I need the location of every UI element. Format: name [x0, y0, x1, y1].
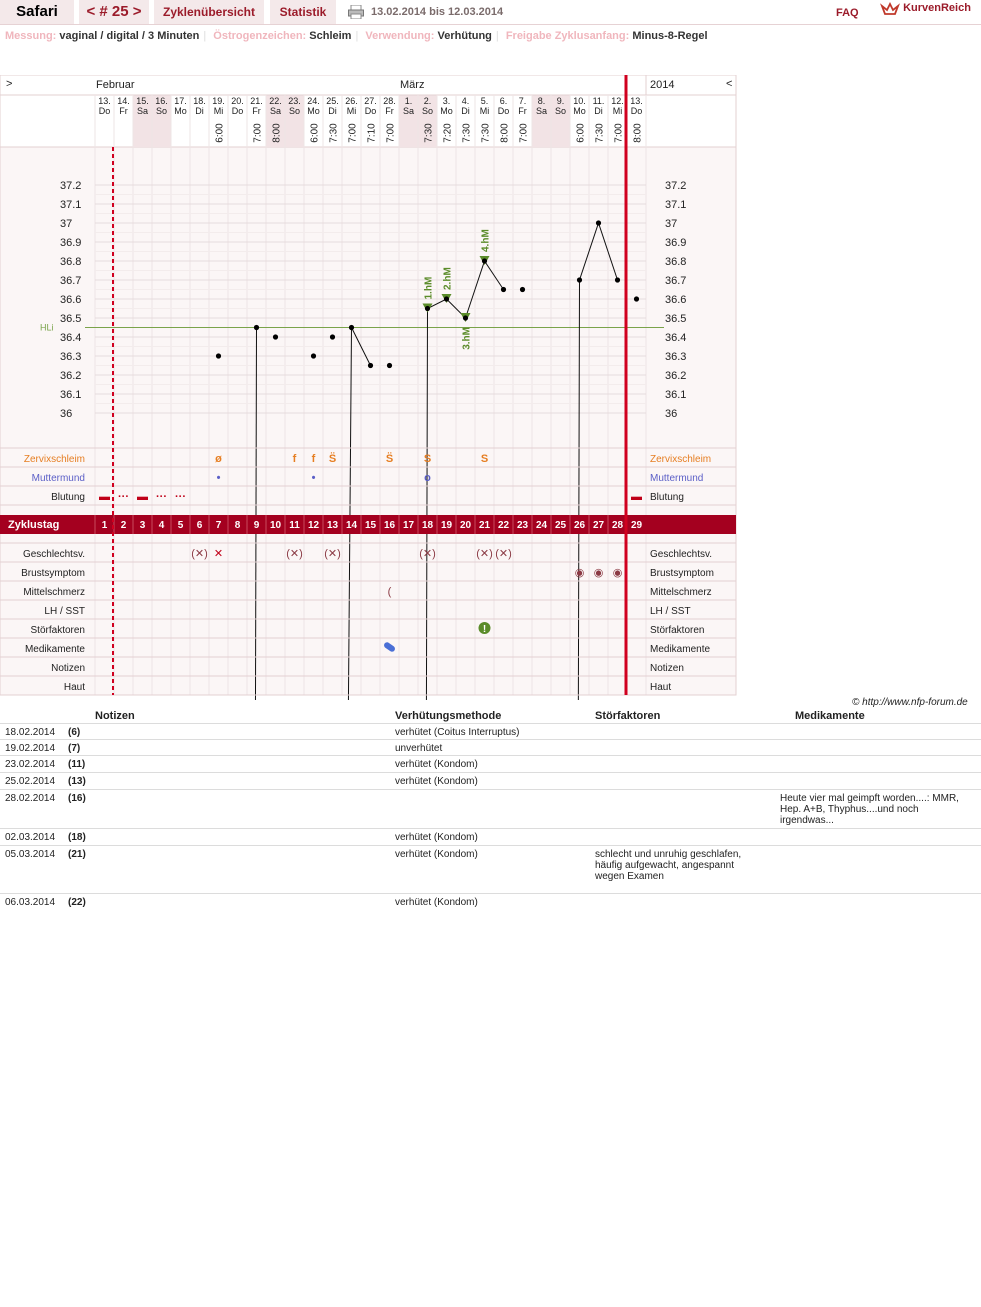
day-weekday: Di — [195, 106, 204, 116]
symptom-mark: S̈ — [385, 453, 394, 465]
y-tick-label: 36.6 — [60, 294, 82, 306]
day-weekday: Mi — [346, 106, 357, 116]
y-tick-label-right: 36.5 — [665, 313, 687, 325]
table-row — [0, 772, 981, 787]
symptom-mark: f — [311, 453, 316, 465]
row-label: Geschlechtsv. — [22, 549, 85, 560]
temperature-point — [349, 325, 354, 330]
note-method: verhütet (Kondom) — [395, 897, 478, 908]
measure-time: 7:30 — [594, 123, 606, 143]
measure-time: 7:00 — [518, 123, 530, 143]
temperature-point — [596, 220, 601, 225]
row-label: Blutung — [51, 492, 85, 503]
table-row — [0, 755, 981, 770]
cycle-day-number: 13 — [326, 520, 339, 531]
symptom-mark: ◉ — [612, 567, 623, 579]
cycle-day-number: 20 — [459, 520, 472, 531]
y-tick-label-right: 36.3 — [665, 351, 687, 363]
day-weekday: Mi — [612, 106, 623, 116]
row-label-right: Muttermund — [650, 473, 704, 484]
row-label-right: Blutung — [650, 492, 684, 503]
temperature-point — [444, 296, 449, 301]
measure-time: 7:30 — [461, 123, 473, 143]
symptom-mark: o — [424, 472, 431, 484]
y-tick-label-right: 36.6 — [665, 294, 687, 306]
logo-text: KurvenReich — [903, 2, 971, 14]
disturb-header: Störfaktoren — [595, 710, 661, 722]
day-weekday: Fr — [518, 106, 527, 116]
symptom-mark: (✕) — [324, 548, 341, 560]
row-label-right: Störfaktoren — [650, 625, 705, 636]
cycle-day-number: 10 — [269, 520, 282, 531]
browser-tab[interactable]: Safari — [0, 0, 74, 24]
row-label-right: Zervixschleim — [650, 454, 712, 465]
y-tick-label: 37.2 — [60, 180, 82, 192]
day-weekday: Mo — [440, 106, 453, 116]
day-weekday: Mi — [213, 106, 224, 116]
cycle-day-number: 7 — [215, 520, 222, 531]
day-date: 16. — [155, 96, 168, 106]
day-date: 21. — [250, 96, 263, 106]
measure-time: 7:00 — [347, 123, 359, 143]
y-tick-label-right: 36.7 — [665, 275, 687, 287]
day-date: 10. — [573, 96, 586, 106]
day-weekday: Do — [231, 106, 244, 116]
note-cd: (13) — [68, 776, 86, 787]
month-label: Februar — [96, 79, 135, 91]
row-label: Notizen — [51, 663, 85, 674]
day-weekday: So — [288, 106, 301, 116]
copyright: © http://www.nfp-forum.de — [852, 697, 968, 708]
day-date: 27. — [364, 96, 377, 106]
high-marker-label: 2.hM — [442, 267, 454, 290]
meta-label: Östrogenzeichen: — [213, 30, 307, 42]
coverline-label: HLi — [40, 322, 54, 333]
note-disturb: schlecht und unruhig geschlafen, häufig aufgewacht, angespannt wegen Examen — [595, 849, 742, 882]
table-row — [0, 723, 981, 738]
symptom-mark: (✕) — [495, 548, 512, 560]
note-date: 05.03.2014 — [5, 849, 56, 860]
note-date: 18.02.2014 — [5, 727, 56, 738]
note-cd: (21) — [68, 849, 86, 860]
day-date: 4. — [461, 96, 470, 106]
day-weekday: Fr — [252, 106, 261, 116]
temperature-point — [273, 334, 278, 339]
day-date: 24. — [307, 96, 320, 106]
day-date: 11. — [592, 96, 605, 106]
symptom-mark: ◉ — [574, 567, 585, 579]
day-weekday: Di — [328, 106, 337, 116]
row-label-right: Notizen — [650, 663, 684, 674]
day-date: 7. — [518, 96, 527, 106]
symptom-mark: ··· — [118, 491, 129, 503]
cycle-day-number: 28 — [611, 520, 624, 531]
note-date: 06.03.2014 — [5, 897, 56, 908]
day-date: 2. — [423, 96, 432, 106]
y-tick-label: 36.3 — [60, 351, 82, 363]
row-label: Mittelschmerz — [23, 587, 85, 598]
day-weekday: So — [421, 106, 434, 116]
cycle-day-number: 8 — [234, 520, 241, 531]
temperature-point — [577, 277, 582, 282]
row-label: Muttermund — [31, 473, 85, 484]
cycle-day-number: 4 — [158, 520, 165, 531]
symptom-mark: ! — [482, 624, 487, 635]
day-weekday: Di — [594, 106, 603, 116]
note-method: unverhütet — [395, 743, 443, 754]
y-tick-label: 36.8 — [60, 256, 82, 268]
day-date: 12. — [611, 96, 624, 106]
day-weekday: Do — [98, 106, 111, 116]
temperature-point — [311, 353, 316, 358]
note-cd: (22) — [68, 897, 86, 908]
table-row — [0, 845, 981, 882]
note-date: 25.02.2014 — [5, 776, 56, 787]
crown-icon — [880, 2, 900, 18]
cycle-day-number: 24 — [535, 520, 548, 531]
note-date: 28.02.2014 — [5, 793, 56, 804]
temperature-point — [387, 363, 392, 368]
y-tick-label-right: 36.4 — [665, 332, 687, 344]
measure-time: 6:00 — [309, 123, 321, 143]
day-date: 22. — [269, 96, 282, 106]
logo[interactable] — [880, 2, 971, 20]
day-date: 14. — [117, 96, 130, 106]
day-date: 13. — [630, 96, 643, 106]
cycle-day-number: 16 — [383, 520, 396, 531]
symptom-mark: (✕) — [419, 548, 436, 560]
day-date: 25. — [326, 96, 339, 106]
method-header: Verhütungsmethode — [395, 710, 502, 722]
symptom-mark: S — [423, 453, 432, 465]
cycle-day-number: 27 — [592, 520, 605, 531]
day-weekday: Sa — [136, 106, 149, 116]
prev-arrow: > — [6, 78, 13, 90]
day-date: 8. — [537, 96, 546, 106]
measurement-meta: Messung: vaginal / digital / 3 Minuten | Östrogenzeichen: Schleim | Verwendung: Verhütung | Freigabe Zyklusanfang: Minus-8-Regel — [5, 30, 708, 42]
y-tick-label-right: 37 — [665, 218, 678, 230]
cycle-day-number: 25 — [554, 520, 567, 531]
measure-time: 6:00 — [575, 123, 587, 143]
day-date: 6. — [499, 96, 508, 106]
day-date: 1. — [404, 96, 413, 106]
row-label-right: Brustsymptom — [650, 568, 714, 579]
temperature-chart — [0, 75, 981, 700]
symptom-mark: ( — [387, 586, 392, 598]
meta-label: Verwendung: — [365, 30, 435, 42]
cycle-day-label: Zyklustag — [8, 519, 60, 531]
day-weekday: Di — [461, 106, 470, 116]
y-tick-label: 36.9 — [60, 237, 82, 249]
day-weekday: Do — [497, 106, 510, 116]
measure-time: 8:00 — [271, 123, 283, 143]
row-label: Brustsymptom — [21, 568, 85, 579]
y-tick-label-right: 36.9 — [665, 237, 687, 249]
day-date: 23. — [288, 96, 301, 106]
day-weekday: Sa — [535, 106, 548, 116]
symptom-mark: ▬ — [99, 491, 110, 503]
day-weekday: Fr — [385, 106, 394, 116]
table-row — [0, 828, 981, 843]
day-weekday: So — [155, 106, 168, 116]
y-tick-label: 36.1 — [60, 389, 82, 401]
cycle-day-number: 11 — [289, 520, 300, 531]
row-label: Medikamente — [24, 644, 85, 655]
printer-icon[interactable] — [348, 5, 364, 19]
measure-time: 7:20 — [442, 123, 454, 143]
row-label-right: Mittelschmerz — [650, 587, 712, 598]
cycle-day-number: 2 — [120, 520, 127, 531]
cycle-day-number: 26 — [573, 520, 586, 531]
day-weekday: Sa — [269, 106, 282, 116]
note-med: Heute vier mal geimpft worden....: MMR, Hep. A+B, Thyphus....und noch irgendwas... — [780, 793, 959, 826]
measure-time: 7:30 — [480, 123, 492, 143]
symptom-mark: S — [480, 453, 489, 465]
row-label: Zervixschleim — [23, 454, 85, 465]
day-date: 17. — [174, 96, 187, 106]
day-date: 26. — [345, 96, 358, 106]
faq-link[interactable]: FAQ — [836, 7, 859, 19]
cycle-day-number: 29 — [630, 520, 643, 531]
note-method: verhütet (Kondom) — [395, 759, 478, 770]
symptom-mark: ◉ — [593, 567, 604, 579]
y-tick-label: 36 — [60, 408, 73, 420]
y-tick-label: 36.4 — [60, 332, 82, 344]
note-cd: (18) — [68, 832, 86, 843]
note-method: verhütet (Kondom) — [395, 776, 478, 787]
note-date: 23.02.2014 — [5, 759, 56, 770]
temperature-point — [634, 296, 639, 301]
row-label: Störfaktoren — [30, 625, 85, 636]
statistics-tab[interactable]: Statistik — [270, 0, 336, 24]
cycle-day-number: 22 — [497, 520, 510, 531]
day-date: 9. — [556, 96, 565, 106]
measure-time: 8:00 — [499, 123, 511, 143]
note-method: verhütet (Kondom) — [395, 849, 478, 860]
note-cd: (7) — [68, 743, 81, 754]
row-label-right: Geschlechtsv. — [650, 549, 713, 560]
temperature-point — [520, 287, 525, 292]
day-weekday: Mo — [174, 106, 187, 116]
day-date: 28. — [383, 96, 396, 106]
meta-value: Verhütung — [437, 30, 492, 42]
cycle-day-number: 23 — [516, 520, 529, 531]
day-weekday: Do — [630, 106, 643, 116]
measure-time: 6:00 — [214, 123, 226, 143]
note-cd: (11) — [68, 759, 86, 770]
cycle-day-number: 19 — [440, 520, 453, 531]
table-row — [0, 739, 981, 754]
temperature-point — [615, 277, 620, 282]
day-date: 13. — [98, 96, 111, 106]
cycle-day-number: 5 — [177, 520, 184, 531]
day-weekday: So — [554, 106, 567, 116]
y-tick-label-right: 36.1 — [665, 389, 687, 401]
cycle-day-number: 15 — [364, 520, 377, 531]
meta-value: Schleim — [309, 30, 352, 42]
note-date: 02.03.2014 — [5, 832, 56, 843]
y-tick-label: 36.7 — [60, 275, 82, 287]
y-tick-label-right: 36.2 — [665, 370, 687, 382]
notes-header: Notizen — [95, 710, 135, 722]
day-weekday: Mi — [479, 106, 490, 116]
y-tick-label: 36.2 — [60, 370, 82, 382]
cycle-day-number: 9 — [253, 520, 260, 531]
day-weekday: Mo — [573, 106, 586, 116]
y-tick-label-right: 37.2 — [665, 180, 687, 192]
symptom-mark: (✕) — [476, 548, 493, 560]
symptom-mark: ø — [215, 453, 222, 465]
day-date: 3. — [442, 96, 451, 106]
day-date: 20. — [231, 96, 244, 106]
cycle-day-number: 12 — [307, 520, 320, 531]
cycle-day-number: 21 — [478, 520, 491, 531]
day-date: 5. — [480, 96, 489, 106]
day-weekday: Do — [364, 106, 377, 116]
temperature-point — [463, 315, 468, 320]
date-range: 13.02.2014 bis 12.03.2014 — [371, 6, 504, 18]
high-marker-label: 3.hM — [461, 327, 473, 350]
temperature-point — [216, 353, 221, 358]
measure-time: 7:00 — [385, 123, 397, 143]
row-label-right: LH / SST — [650, 606, 691, 617]
cycle-day-number: 6 — [196, 520, 203, 531]
meta-value: Minus-8-Regel — [632, 30, 708, 42]
y-tick-label-right: 36 — [665, 408, 678, 420]
symptom-mark: (✕) — [191, 548, 208, 560]
temperature-point — [425, 306, 430, 311]
temperature-point — [368, 363, 373, 368]
cycle-day-number: 1 — [101, 520, 108, 531]
medication-header: Medikamente — [795, 710, 865, 722]
next-arrow: < — [726, 78, 733, 90]
temperature-point — [482, 258, 487, 263]
note-cd: (16) — [68, 793, 86, 804]
row-label-right: Haut — [650, 682, 672, 693]
symptom-mark: ··· — [156, 491, 167, 503]
symptom-mark: f — [292, 453, 297, 465]
row-label-right: Medikamente — [650, 644, 711, 655]
symptom-mark: S̈ — [328, 453, 337, 465]
day-date: 19. — [212, 96, 225, 106]
day-weekday: Fr — [119, 106, 128, 116]
note-cd: (6) — [68, 727, 81, 738]
cycle-day-number: 3 — [139, 520, 146, 531]
symptom-mark: ▬ — [631, 491, 642, 503]
y-tick-label: 37 — [60, 218, 73, 230]
cycle-day-number: 18 — [421, 520, 434, 531]
cycle-day-number: 14 — [345, 520, 358, 531]
symptom-mark: (✕) — [286, 548, 303, 560]
high-marker-label: 4.hM — [480, 229, 492, 252]
note-method: verhütet (Coitus Interruptus) — [395, 727, 520, 738]
measure-time: 7:00 — [613, 123, 625, 143]
y-tick-label: 36.5 — [60, 313, 82, 325]
day-weekday: Mo — [307, 106, 320, 116]
measure-time: 7:30 — [328, 123, 340, 143]
symptom-mark: ▬ — [137, 491, 148, 503]
y-tick-label: 37.1 — [60, 199, 82, 211]
meta-label: Messung: — [5, 30, 57, 42]
symptom-mark: ··· — [175, 491, 186, 503]
symptom-mark: • — [311, 472, 316, 484]
measure-time: 7:00 — [252, 123, 264, 143]
temperature-point — [254, 325, 259, 330]
high-marker-label: 1.hM — [423, 276, 435, 300]
temperature-point — [501, 287, 506, 292]
top-nav — [0, 0, 981, 25]
month-label: März — [400, 79, 425, 91]
meta-label: Freigabe Zyklusanfang: — [505, 30, 630, 42]
meta-value: vaginal / digital / 3 Minuten — [59, 30, 200, 42]
row-label: Haut — [63, 682, 85, 693]
temperature-point — [330, 334, 335, 339]
note-method: verhütet (Kondom) — [395, 832, 478, 843]
cycle-day-number: 17 — [402, 520, 415, 531]
table-row — [0, 789, 981, 826]
y-tick-label-right: 37.1 — [665, 199, 687, 211]
y-tick-label-right: 36.8 — [665, 256, 687, 268]
symptom-mark: ✕ — [213, 548, 224, 560]
measure-time: 8:00 — [632, 123, 644, 143]
day-date: 18. — [193, 96, 206, 106]
table-row — [0, 893, 981, 908]
cycle-overview-tab[interactable]: Zyklenübersicht — [154, 0, 264, 24]
cycle-selector[interactable]: < # 25 > — [79, 0, 149, 24]
row-label: LH / SST — [44, 606, 85, 617]
measure-time: 7:10 — [366, 123, 378, 143]
year-label: 2014 — [650, 79, 675, 91]
day-date: 15. — [136, 96, 149, 106]
day-weekday: Sa — [402, 106, 415, 116]
note-date: 19.02.2014 — [5, 743, 56, 754]
symptom-mark: • — [216, 472, 221, 484]
measure-time: 7:30 — [423, 123, 435, 143]
